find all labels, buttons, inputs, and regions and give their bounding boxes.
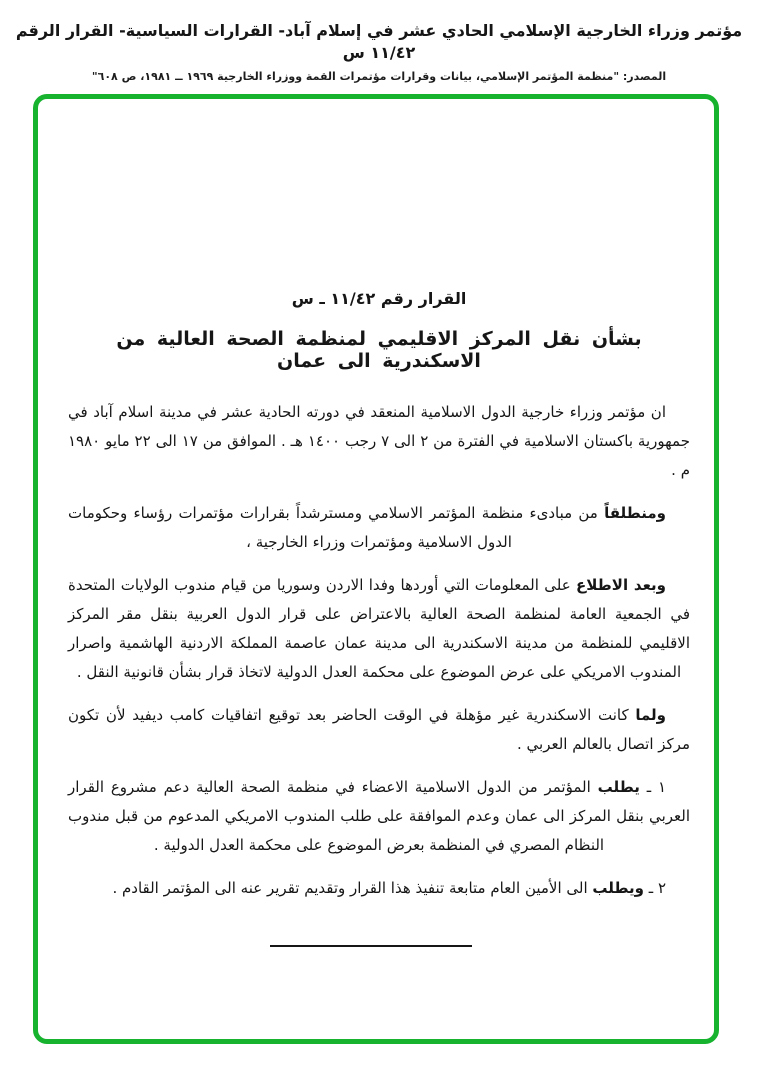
paragraph-lead: ولما — [635, 706, 666, 724]
paragraph-lead: ومنطلقاً — [604, 504, 666, 522]
paragraph-preamble — [68, 398, 690, 485]
document-source-title: مؤتمر وزراء الخارجية الإسلامي الحادي عشر في إسلام آباد- القرارات السياسية- القرار الرقم ١١/٤٢ س — [15, 21, 743, 62]
operative-clause-1 — [68, 773, 690, 860]
item-number: ١ ـ — [639, 778, 666, 796]
document-source-citation: المصدر: "منظمة المؤتمر الإسلامي، بيانات وقرارات مؤتمرات القمة ووزراء الخارجية ١٩٦٩ ــ ١٩٨١، ص ٦٠٨" — [91, 70, 667, 83]
paragraph-text: من مبادىء منظمة المؤتمر الاسلامي ومسترشداً بقرارات مؤتمرات رؤساء وحكومات الدول الاسلامية ومؤتمرات وزراء الخارجية ، — [68, 504, 605, 551]
operative-clause-2 — [68, 874, 690, 903]
page-header — [0, 20, 758, 85]
paragraph-text: كانت الاسكندرية غير مؤهلة في الوقت الحاضر بعد توقيع اتفاقيات كامب ديفيد لأن تكون مركز اتصال بالعالم العربي . — [68, 706, 690, 753]
green-document-frame — [33, 94, 719, 1044]
paragraph-lead: ويطلب — [592, 879, 644, 897]
paragraph-background — [68, 571, 690, 687]
closing-divider — [270, 945, 472, 947]
paragraph-lead: يطلب — [597, 778, 640, 796]
resolution-number: القرار رقم ١١/٤٢ ـ س — [291, 289, 467, 308]
paragraph-text: المؤتمر من الدول الاسلامية الاعضاء في منظمة الصحة العالية دعم مشروع القرار العربي بنقل المركز الى عمان وعدم الموافقة على طلب المندوب الامريكي المدعوم من قبل مندوب النظام المصري في المنظمة بعرض الموضوع على محكمة العدل الدولية . — [68, 778, 690, 854]
paragraph-text: على المعلومات التي أوردها وفدا الاردن وسوريا من قيام مندوب الولايات المتحدة في الجمعية العامة لمنظمة الصحة العالية بالاعتراض على قرار الدول العربية بنقل مقر المركز الاقليمي للمنظمة من مدينة الاسكندرية الى مدينة عمان عاصمة المملكة الاردنية الهاشمية واصرار المندوب الامريكي على عرض الموضوع على محكمة العدل الدولية لاتخاذ قرار بشأن قانونية النقل . — [68, 576, 690, 681]
paragraph-text: ان مؤتمر وزراء خارجية الدول الاسلامية المنعقد في دورته الحادية عشر في مدينة اسلام آباد في جمهورية باكستان الاسلامية في الفترة من ٢ الى ٧ رجب ١٤٠٠ هـ . الموافق من ١٧ الى ٢٢ مايو ١٩٨٠ م . — [68, 403, 691, 479]
item-number: ٢ ـ — [644, 879, 666, 897]
resolution-title: بشأن نقل المركز الاقليمي لمنظمة الصحة العالية من الاسكندرية الى عمان — [116, 328, 642, 372]
paragraph-lead: وبعد الاطلاع — [576, 576, 666, 594]
paragraph-text: الى الأمين العام متابعة تنفيذ هذا القرار وتقديم تقرير عنه الى المؤتمر القادم . — [112, 879, 593, 897]
paragraph-whereas — [68, 701, 690, 759]
paragraph-principles — [68, 499, 690, 557]
resolution-document — [38, 99, 714, 947]
